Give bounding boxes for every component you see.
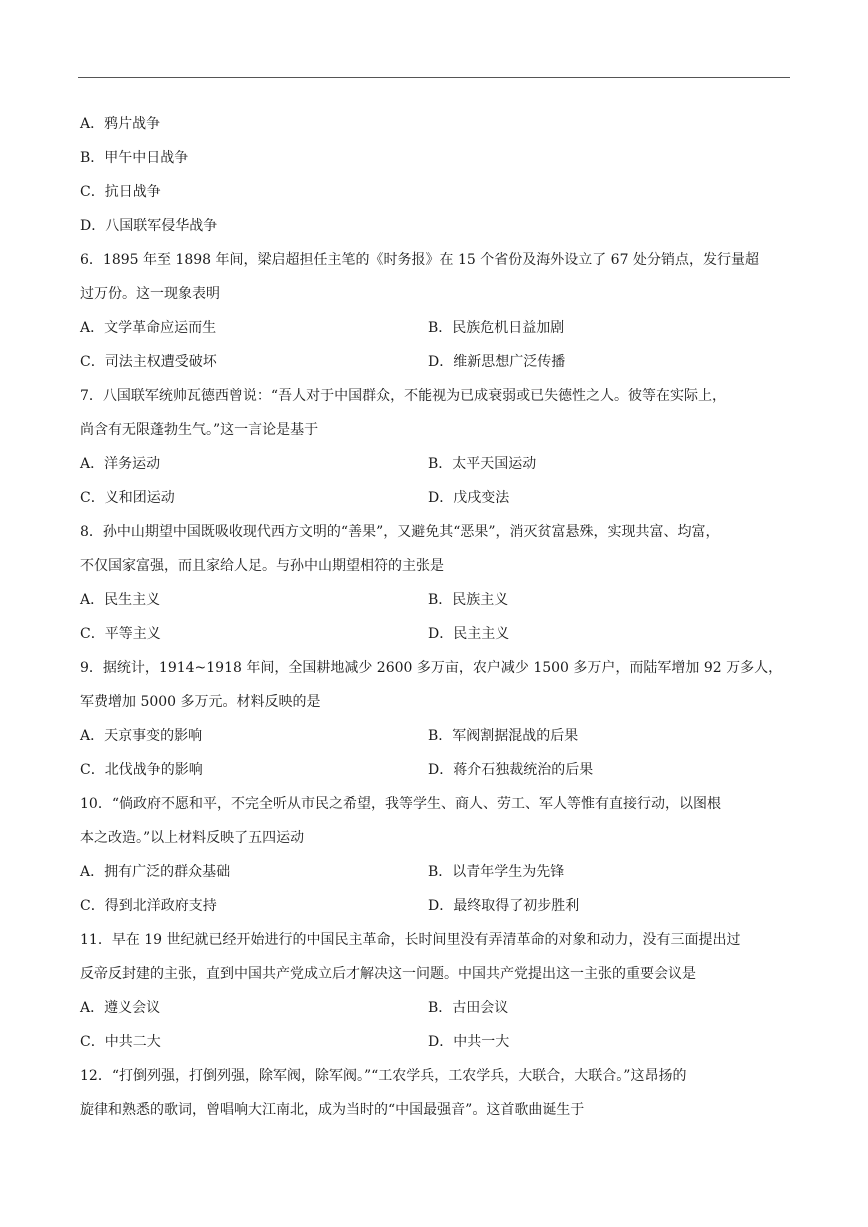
question-9-option-b: B．军阀割据混战的后果 <box>428 728 579 744</box>
option-d: D．八国联军侵华战争 <box>80 218 218 234</box>
question-9-option-c: C．北伐战争的影响 <box>80 762 203 778</box>
question-10-option-a: A．拥有广泛的群众基础 <box>80 864 231 880</box>
question-10-line-1: 10．“倘政府不愿和平，不完全听从市民之希望，我等学生、商人、劳工、军人等惟有直接行动，以图根 <box>80 796 721 812</box>
question-11-line-2: 反帝反封建的主张，直到中国共产党成立后才解决这一问题。中国共产党提出这一主张的重要会议是 <box>80 966 696 982</box>
question-6-line-2: 过万份。这一现象表明 <box>80 286 220 302</box>
question-11-option-b: B．古田会议 <box>428 1000 509 1016</box>
question-8-line-2: 不仅国家富强，而且家给人足。与孙中山期望相符的主张是 <box>80 558 444 574</box>
question-9-option-d: D．蒋介石独裁统治的后果 <box>428 762 594 778</box>
question-10-option-b: B．以青年学生为先锋 <box>428 864 565 880</box>
question-6-option-a: A．文学革命应运而生 <box>80 320 217 336</box>
question-11-option-a: A．遵义会议 <box>80 1000 161 1016</box>
question-6-option-c: C．司法主权遭受破坏 <box>80 354 217 370</box>
question-8-line-1: 8．孙中山期望中国既吸收现代西方文明的“善果”，又避免其“恶果”，消灭贫富悬殊，实现共富、均富， <box>80 524 720 540</box>
question-8-option-d: D．民主主义 <box>428 626 510 642</box>
option-c: C．抗日战争 <box>80 184 161 200</box>
question-10-option-d: D．最终取得了初步胜利 <box>428 898 580 914</box>
question-12-line-1: 12．“打倒列强，打倒列强，除军阀，除军阀。”“工农学兵，工农学兵，大联合，大联合。”这昂扬的 <box>80 1068 687 1084</box>
question-8-option-b: B．民族主义 <box>428 592 509 608</box>
option-a: A．鸦片战争 <box>80 116 161 132</box>
question-8-option-a: A．民生主义 <box>80 592 161 608</box>
question-9-line-1: 9．据统计，1914~1918 年间，全国耕地减少 2600 多万亩，农户减少 1500 多万户，而陆军增加 92 万多人， <box>80 660 783 676</box>
question-11-option-d: D．中共一大 <box>428 1034 510 1050</box>
question-7-line-1: 7．八国联军统帅瓦德西曾说：“吾人对于中国群众，不能视为已成衰弱或已失德性之人。彼等在实际上， <box>80 388 727 404</box>
question-10-line-2: 本之改造。”以上材料反映了五四运动 <box>80 830 305 846</box>
question-10-option-c: C．得到北洋政府支持 <box>80 898 217 914</box>
question-7-line-2: 尚含有无限蓬勃生气。”这一言论是基于 <box>80 422 319 438</box>
question-7-option-a: A．洋务运动 <box>80 456 161 472</box>
question-9-option-a: A．天京事变的影响 <box>80 728 203 744</box>
option-b: B．甲午中日战争 <box>80 150 189 166</box>
question-6-option-d: D．维新思想广泛传播 <box>428 354 566 370</box>
question-11-line-1: 11．早在 19 世纪就已经开始进行的中国民主革命，长时间里没有弄清革命的对象和动力，没有三面提出过 <box>80 932 741 948</box>
question-6-line-1: 6．1895 年至 1898 年间，梁启超担任主笔的《时务报》在 15 个省份及海外设立了 67 处分销点，发行量超 <box>80 252 759 268</box>
question-11-option-c: C．中共二大 <box>80 1034 161 1050</box>
question-9-line-2: 军费增加 5000 多万元。材料反映的是 <box>80 694 321 710</box>
question-7-option-c: C．义和团运动 <box>80 490 175 506</box>
question-7-option-d: D．戊戌变法 <box>428 490 510 506</box>
header-rule <box>78 77 790 78</box>
question-12-line-2: 旋律和熟悉的歌词，曾唱响大江南北，成为当时的“中国最强音”。这首歌曲诞生于 <box>80 1102 585 1118</box>
question-7-option-b: B．太平天国运动 <box>428 456 537 472</box>
question-8-option-c: C．平等主义 <box>80 626 161 642</box>
question-6-option-b: B．民族危机日益加剧 <box>428 320 565 336</box>
